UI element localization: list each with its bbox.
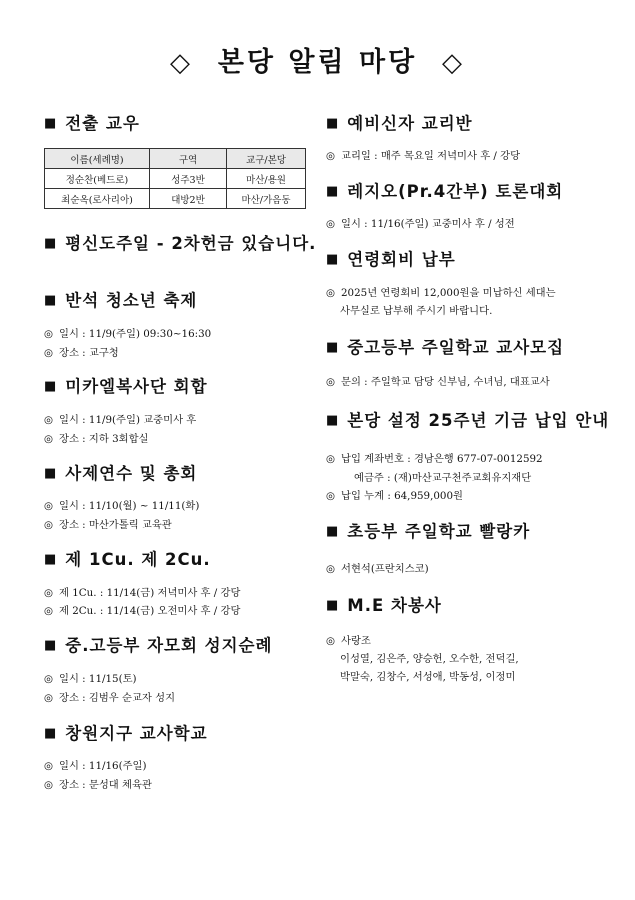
circle-mark-icon: ◎ (44, 500, 53, 512)
section-catechumen-heading: ■ 예비신자 교리반 (326, 114, 473, 133)
circle-mark-icon: ◎ (44, 760, 53, 772)
list-item: ◎ 납입 누계 : 64,959,000원 (326, 490, 463, 502)
square-bullet-icon: ■ (44, 638, 58, 653)
section-annual-fee-heading: ■ 연령회비 납부 (326, 250, 456, 269)
circle-mark-icon: ◎ (44, 519, 53, 531)
list-item: ◎ 서현석(프란치스코) (326, 563, 429, 575)
section-pilgrimage-heading: ■ 중.고등부 자모회 성지순례 (44, 636, 273, 655)
list-item: ◎ 교리일 : 매주 목요일 저녁미사 후 / 강당 (326, 150, 521, 162)
list-item: ◎ 사랑조 (326, 635, 371, 647)
list-item: ◎ 일시 : 11/15(토) (44, 673, 137, 685)
circle-mark-icon: ◎ (44, 347, 53, 359)
list-item: ◎ 2025년 연령회비 12,000원을 미납하신 세대는 (326, 287, 556, 299)
section-youth-festival-heading: ■ 반석 청소년 축제 (44, 291, 198, 310)
list-item: ◎ 장소 : 문성대 체육관 (44, 779, 152, 791)
square-bullet-icon: ■ (44, 726, 58, 741)
list-item: ◎ 일시 : 11/10(월) ~ 11/11(화) (44, 500, 200, 512)
circle-mark-icon: ◎ (326, 453, 335, 465)
column-header: 이름(세례명) (45, 149, 150, 169)
square-bullet-icon: ■ (44, 116, 58, 131)
square-bullet-icon: ■ (326, 252, 340, 267)
diamond-icon: ◇ (441, 48, 465, 78)
circle-mark-icon: ◎ (326, 376, 335, 388)
list-item: ◎ 제 2Cu. : 11/14(금) 오전미사 후 / 강당 (44, 605, 241, 617)
list-item-continuation: 예금주 : (재)마산교구천주교회유지재단 (354, 472, 532, 484)
column-header: 구역 (150, 149, 227, 169)
section-michael-heading: ■ 미카엘복사단 회합 (44, 377, 208, 396)
square-bullet-icon: ■ (326, 116, 340, 131)
list-item: ◎ 장소 : 김범우 순교자 성지 (44, 692, 176, 704)
page-title-text: 본당 알림 마당 (217, 47, 418, 78)
section-cu-heading: ■ 제 1Cu. 제 2Cu. (44, 550, 211, 569)
section-training-heading: ■ 사제연수 및 총회 (44, 464, 198, 483)
section-anniversary-heading: ■ 본당 설정 25주년 기금 납입 안내 (326, 411, 610, 430)
table-cell: 마산/가음동 (227, 189, 306, 209)
square-bullet-icon: ■ (44, 293, 58, 308)
square-bullet-icon: ■ (44, 236, 58, 251)
diamond-icon: ◇ (170, 48, 194, 78)
circle-mark-icon: ◎ (44, 414, 53, 426)
list-item: ◎ 장소 : 교구청 (44, 347, 119, 359)
square-bullet-icon: ■ (326, 184, 340, 199)
circle-mark-icon: ◎ (326, 150, 335, 162)
circle-mark-icon: ◎ (326, 287, 335, 299)
list-item-continuation: 박말숙, 김창수, 서성애, 박동성, 이정미 (340, 671, 516, 683)
list-item: ◎ 제 1Cu. : 11/14(금) 저녁미사 후 / 강당 (44, 587, 241, 599)
table-row (45, 169, 306, 189)
square-bullet-icon: ■ (326, 524, 340, 539)
circle-mark-icon: ◎ (44, 692, 53, 704)
circle-mark-icon: ◎ (326, 490, 335, 502)
section-bread-heading: ■ 초등부 주일학교 빨랑카 (326, 522, 531, 541)
circle-mark-icon: ◎ (44, 328, 53, 340)
circle-mark-icon: ◎ (44, 673, 53, 685)
list-item: ◎ 일시 : 11/9(주일) 교중미사 후 (44, 414, 197, 426)
circle-mark-icon: ◎ (44, 779, 53, 791)
page-title (0, 40, 635, 79)
section-sunday-school-heading: ■ 중고등부 주일학교 교사모집 (326, 338, 565, 357)
column-header: 교구/본당 (227, 149, 306, 169)
list-item: ◎ 일시 : 11/9(주일) 09:30~16:30 (44, 328, 212, 340)
circle-mark-icon: ◎ (326, 635, 335, 647)
section-teacher-school-heading: ■ 창원지구 교사학교 (44, 724, 208, 743)
table-row (45, 189, 306, 209)
table-cell: 정순찬(베드로) (45, 169, 150, 189)
circle-mark-icon: ◎ (44, 433, 53, 445)
section-legio-heading: ■ 레지오(Pr.4간부) 토론대회 (326, 182, 564, 201)
table-cell: 마산/용원 (227, 169, 306, 189)
list-item-continuation: 이성열, 김은주, 양승헌, 오수한, 전덕길, (340, 653, 519, 665)
list-item: ◎ 일시 : 11/16(주일) (44, 760, 147, 772)
square-bullet-icon: ■ (44, 466, 58, 481)
square-bullet-icon: ■ (326, 340, 340, 355)
list-item: ◎ 납입 계좌번호 : 경남은행 677-07-0012592 (326, 453, 543, 465)
section-me-heading: ■ M.E 차봉사 (326, 596, 442, 615)
circle-mark-icon: ◎ (326, 218, 335, 230)
transfer-table (44, 148, 306, 209)
list-item-continuation: 사무실로 납부해 주시기 바랍니다. (340, 305, 493, 317)
list-item: ◎ 일시 : 11/16(주일) 교중미사 후 / 성전 (326, 218, 515, 230)
square-bullet-icon: ■ (44, 552, 58, 567)
circle-mark-icon: ◎ (44, 587, 53, 599)
list-item: ◎ 장소 : 마산가톨릭 교육관 (44, 519, 172, 531)
section-peace-heading: ■ 평신도주일 - 2차헌금 있습니다. (44, 234, 317, 253)
list-item: ◎ 문의 : 주일학교 담당 신부님, 수녀님, 대표교사 (326, 376, 550, 388)
square-bullet-icon: ■ (44, 379, 58, 394)
table-cell: 성주3반 (150, 169, 227, 189)
circle-mark-icon: ◎ (326, 563, 335, 575)
list-item: ◎ 장소 : 지하 3회합실 (44, 433, 149, 445)
table-cell: 최순옥(로사리아) (45, 189, 150, 209)
square-bullet-icon: ■ (326, 413, 340, 428)
square-bullet-icon: ■ (326, 598, 340, 613)
section-transfer-heading: ■ 전출 교우 (44, 114, 140, 133)
table-cell: 대방2반 (150, 189, 227, 209)
table-header-row (45, 149, 306, 169)
circle-mark-icon: ◎ (44, 605, 53, 617)
